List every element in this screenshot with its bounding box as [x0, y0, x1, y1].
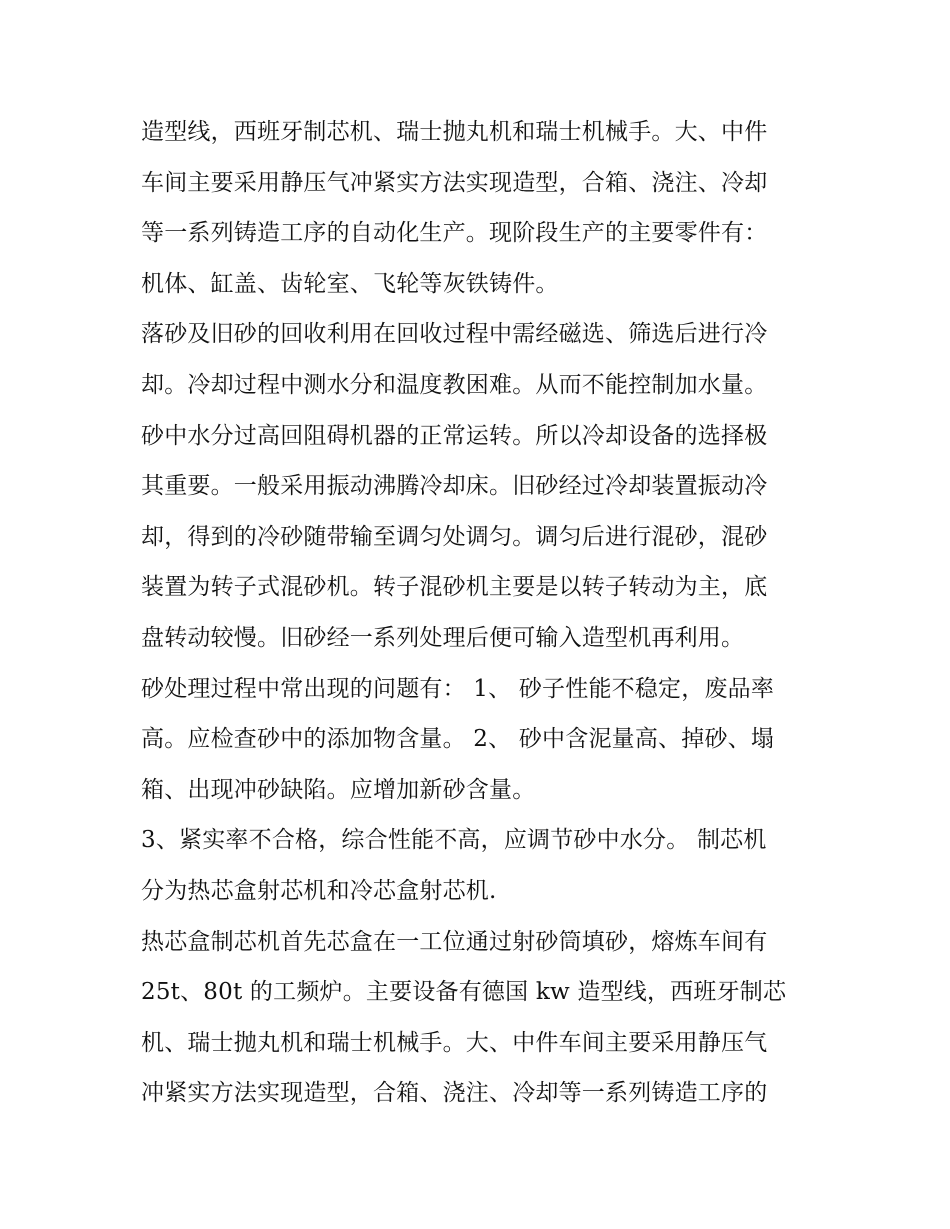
text-line: 却。冷却过程中测水分和温度教困难。从而不能控制加水量。 — [141, 371, 768, 398]
text-line: 高。应检查砂中的添加物含量。 2、 砂中含泥量高、掉砂、塌 — [141, 726, 775, 753]
text-line: 机、瑞士抛丸机和瑞士机械手。大、中件车间主要采用静压气 — [141, 1029, 768, 1056]
text-line: 却，得到的冷砂随带输至调匀处调匀。调匀后进行混砂，混砂 — [141, 523, 768, 550]
text-line: 热芯盒制芯机首先芯盒在一工位通过射砂筒填砂，熔炼车间有 — [141, 928, 768, 955]
text-line: 砂处理过程中常出现的问题有： 1、 砂子性能不稳定，废品率 — [141, 675, 775, 702]
body-text — [141, 107, 813, 1119]
text-line: 机体、缸盖、齿轮室、飞轮等灰铁铸件。 — [141, 270, 559, 297]
text-line: 分为热芯盒射芯机和冷芯盒射芯机. — [141, 877, 497, 904]
text-line: 砂中水分过高回阻碍机器的正常运转。所以冷却设备的选择极 — [141, 422, 768, 449]
text-line: 箱、出现冲砂缺陷。应增加新砂含量。 — [141, 776, 536, 803]
text-line: 装置为转子式混砂机。转子混砂机主要是以转子转动为主，底 — [141, 574, 768, 601]
text-line: 盘转动较慢。旧砂经一系列处理后便可输入造型机再利用。 — [141, 624, 745, 651]
text-line: 25t、80t 的工频炉。主要设备有德国 kw 造型线，西班牙制芯 — [141, 979, 787, 1006]
text-line: 落砂及旧砂的回收利用在回收过程中需经磁选、筛选后进行冷 — [141, 321, 768, 348]
text-line: 3、紧实率不合格，综合性能不高，应调节砂中水分。 制芯机 — [141, 827, 767, 854]
text-line: 车间主要采用静压气冲紧实方法实现造型，合箱、浇注、冷却 — [141, 169, 768, 196]
text-line: 其重要。一般采用振动沸腾冷却床。旧砂经过冷却装置振动冷 — [141, 473, 768, 500]
text-line: 造型线，西班牙制芯机、瑞士抛丸机和瑞士机械手。大、中件 — [141, 119, 768, 145]
text-line: 冲紧实方法实现造型，合箱、浇注、冷却等一系列铸造工序的 — [141, 1080, 768, 1107]
text-line: 等一系列铸造工序的自动化生产。现阶段生产的主要零件有： — [141, 220, 768, 247]
